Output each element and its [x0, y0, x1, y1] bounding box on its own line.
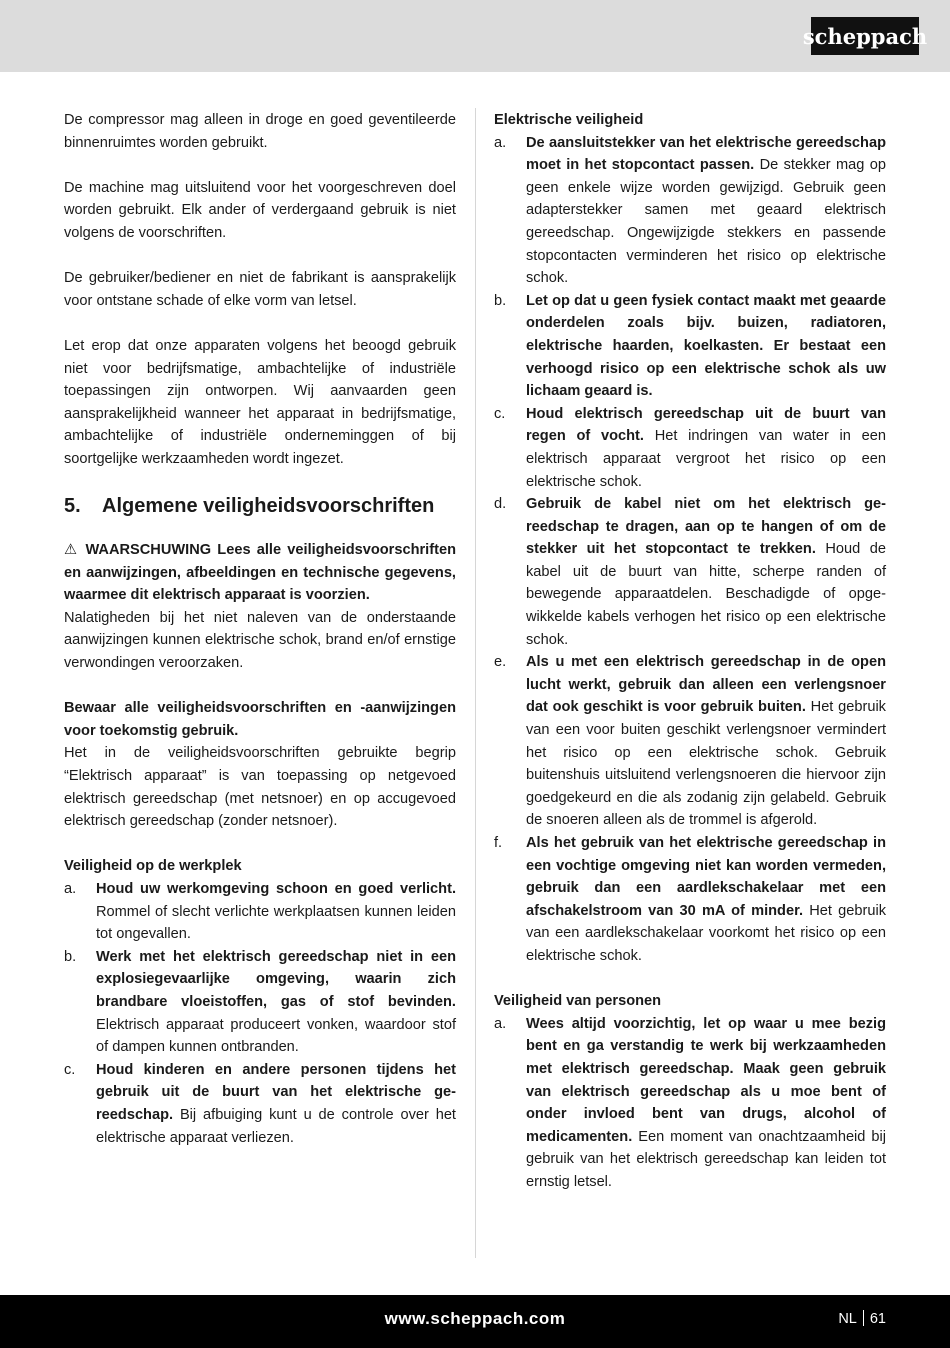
list-item-bold: Houd uw werkomgeving schoon en goed verlicht.	[96, 881, 456, 897]
warning-consequence-text: Nalatigheden bij het niet naleven van de onderstaande aanwijzingen kunnen elektrische schok, brand en/of ernstige verwondingen veroorzaken.	[64, 609, 456, 672]
list-item	[494, 832, 886, 968]
warning-paragraph	[64, 539, 456, 607]
warning-bold-text: WAARSCHUWING Lees alle veiligheidsvoorschriften en aanwijzingen, afbeeldingen en technische gegevens, waarmee dit elektrisch apparaat is voorzien.	[64, 542, 456, 604]
paragraph-compressor: De compressor mag alleen in droge en goed geventileerde binnenruimtes worden gebruikt.	[64, 112, 456, 151]
list-item-label: a.	[494, 1015, 507, 1032]
list-item	[494, 493, 886, 651]
list-item-bold: Als u met een elektrisch gereedschap in de open lucht werkt, gebruik dan alleen een verlengsnoer dat ook geschikt is voor gebruik buiten.	[526, 654, 886, 716]
paragraph-commercial-use: Let erop dat onze apparaten volgens het beoogd gebruik niet voor bedrijfsmatige, ambachtelijke of industriële toepassingen zijn ontworpen. Wij aanvaarden geen aansprakelijkheid wanneer het apparaat in bedrijfsmatige, ambachtelijke of industriële onderneminggen of bij soortgelijke werkzaamheden wordt ingezet.	[64, 337, 456, 467]
list-item-text: Bij afbuiging kunt u de controle over het elektrische apparaat verliezen.	[96, 1106, 456, 1146]
scheppach-logo: scheppach	[811, 17, 919, 55]
list-item-label: d.	[494, 496, 507, 513]
list-item-label: a.	[64, 881, 77, 897]
list-item-label: b.	[494, 292, 507, 309]
list-item	[494, 1013, 886, 1194]
list-item	[494, 403, 886, 493]
paragraph-liability: De gebruiker/bediener en niet de fabrikant is aansprakelijk voor ontstane schade of elke vorm van letsel.	[64, 270, 456, 309]
paragraph-intended-use: De machine mag uitsluitend voor het voorgeschreven doel worden gebruikt. Elk ander of verdergaand gebruik is niet volgens de voorschriften.	[64, 179, 456, 241]
right-column	[494, 109, 886, 1194]
list-item-bold: De aansluitstekker van het elektrische gereedschap moet in het stopcontact passen.	[526, 134, 886, 174]
list-item-text: Een moment van onachtzaamheid bij gebruik van het elektrisch gereedschap kan leiden tot ernstig letsel.	[526, 1128, 886, 1190]
list-item-text: Elektrisch apparaat produceert vonken, waardoor stof of dampen kunnen ontbranden.	[96, 1016, 456, 1056]
list-item	[494, 132, 886, 290]
keep-instructions-text: Het in de veiligheidsvoorschriften gebruikte begrip “Elektrisch apparaat” is van toepassing op netgevoed elektrisch gereedschap (met netsnoer) en op accugevoed elektrisch gereedschap (zonder netsnoer).	[64, 745, 456, 830]
list-item	[494, 651, 886, 832]
list-item-label: f.	[494, 835, 503, 851]
list-item	[64, 1059, 456, 1149]
list-item-text: Houd de kabel uit de buurt van hitte, scherpe randen of bewegende apparaatdelen. Beschadigde of opgewikkelde kabels verhogen het risico op een elektrische schok.	[526, 541, 886, 648]
workplace-list	[64, 878, 456, 1149]
page-separator	[863, 1310, 864, 1326]
list-item-bold: Gebruik de kabel niet om het elektrisch gereedschap te dragen, aan op te hangen of om de stekker uit het stopcontact te trekken.	[526, 496, 886, 558]
list-item-text: Het gebruik van een aardlekschakelaar voorkomt het risico op een elektrische schok.	[526, 902, 886, 964]
list-item-bold: Houd elektrisch gereedschap uit de buurt van regen of vocht.	[526, 405, 886, 445]
list-item-text: De stekker mag op geen enkele wijze worden gewijzigd. Gebruik geen adapterstekker samen met geaard elektrisch gereedschap. Ongewijzigde stekkers en passende stopcontacten verminderen het risico op elektrische schok.	[526, 157, 887, 287]
section-number: 5.	[64, 495, 81, 518]
electrical-heading: Elektrische veiligheid	[494, 112, 644, 128]
list-item-text: Het indringen van water in een elektrisch apparaat vergroot het risico op een elektrische schok.	[526, 428, 886, 490]
list-item-label: a.	[494, 134, 507, 151]
header-bar	[0, 0, 950, 72]
left-column	[64, 109, 456, 1149]
list-item	[64, 878, 456, 946]
list-item	[64, 946, 456, 1059]
list-item-text: Rommel of slecht verlichte werkplaatsen kunnen leiden tot ongevallen.	[96, 903, 456, 943]
page-indicator	[838, 1310, 886, 1327]
list-item-label: b.	[64, 948, 77, 965]
electrical-list	[494, 132, 886, 968]
page-number: 61	[869, 1311, 886, 1327]
list-item-bold: Als het gebruik van het elektrische gereedschap in een vochtige omgeving niet kan worden vermeden, gebruik dan een aardlekschakelaar met een afschakelstroom van 30 mA of minder.	[526, 835, 886, 919]
list-item-bold: Let op dat u geen fysiek contact maakt met geaarde onderdelen zoals bijv. buizen, radiatoren, elektrische haarden, koelkasten. Er bestaat een verhoogd risico op een elektrische schok als uw lichaam geaard is.	[526, 292, 886, 400]
list-item-bold: Wees altijd voorzichtig, let op waar u mee bezig bent en ga verstandig te werk bij werkzaamheden met elektrisch gereedschap. Maak geen gebruik van elektrisch gereedschap als u moe bent of onder invloed bent van drugs, alcohol of medicamenten.	[526, 1015, 886, 1145]
warning-icon: ⚠	[64, 542, 80, 559]
section-heading	[64, 493, 456, 519]
list-item-label: e.	[494, 654, 507, 671]
section-title: Algemene veiligheidsvoorschriften	[102, 495, 435, 518]
list-item-bold: Houd kinderen en andere personen tijdens het gebruik uit de buurt van het elektrische gereedschap.	[96, 1061, 456, 1123]
list-item	[494, 290, 886, 403]
footer-bar	[0, 1295, 950, 1348]
column-divider	[475, 108, 476, 1258]
list-item-label: c.	[64, 1061, 76, 1078]
personal-list	[494, 1013, 886, 1194]
workplace-heading: Veiligheid op de werkplek	[64, 858, 242, 875]
website-link[interactable]: www.scheppach.com	[384, 1309, 566, 1328]
list-item-bold: Werk met het elektrisch gereedschap niet in een explosiegevaarlijke omgeving, waarin zich brandbare vloeistoffen, gas of stof bevinden.	[96, 948, 456, 1010]
language-code: NL	[838, 1311, 857, 1327]
list-item-text: Het gebruik van een voor buiten geschikt verlengsnoer vermindert het risico op een elektrische schok. Gebruik buitenshuis uitsluitend verlengsnoeren die hiervoor zijn goedgekeurd en die als zodanig zijn gelabeld. Gebruik de snoeren alleen als de trommel is afgerold.	[526, 699, 886, 829]
personal-heading: Veiligheid van personen	[494, 993, 662, 1010]
list-item-label: c.	[494, 405, 506, 422]
keep-instructions-bold: Bewaar alle veiligheidsvoorschriften en -aanwijzingen voor toekomstig gebruik.	[64, 700, 456, 739]
